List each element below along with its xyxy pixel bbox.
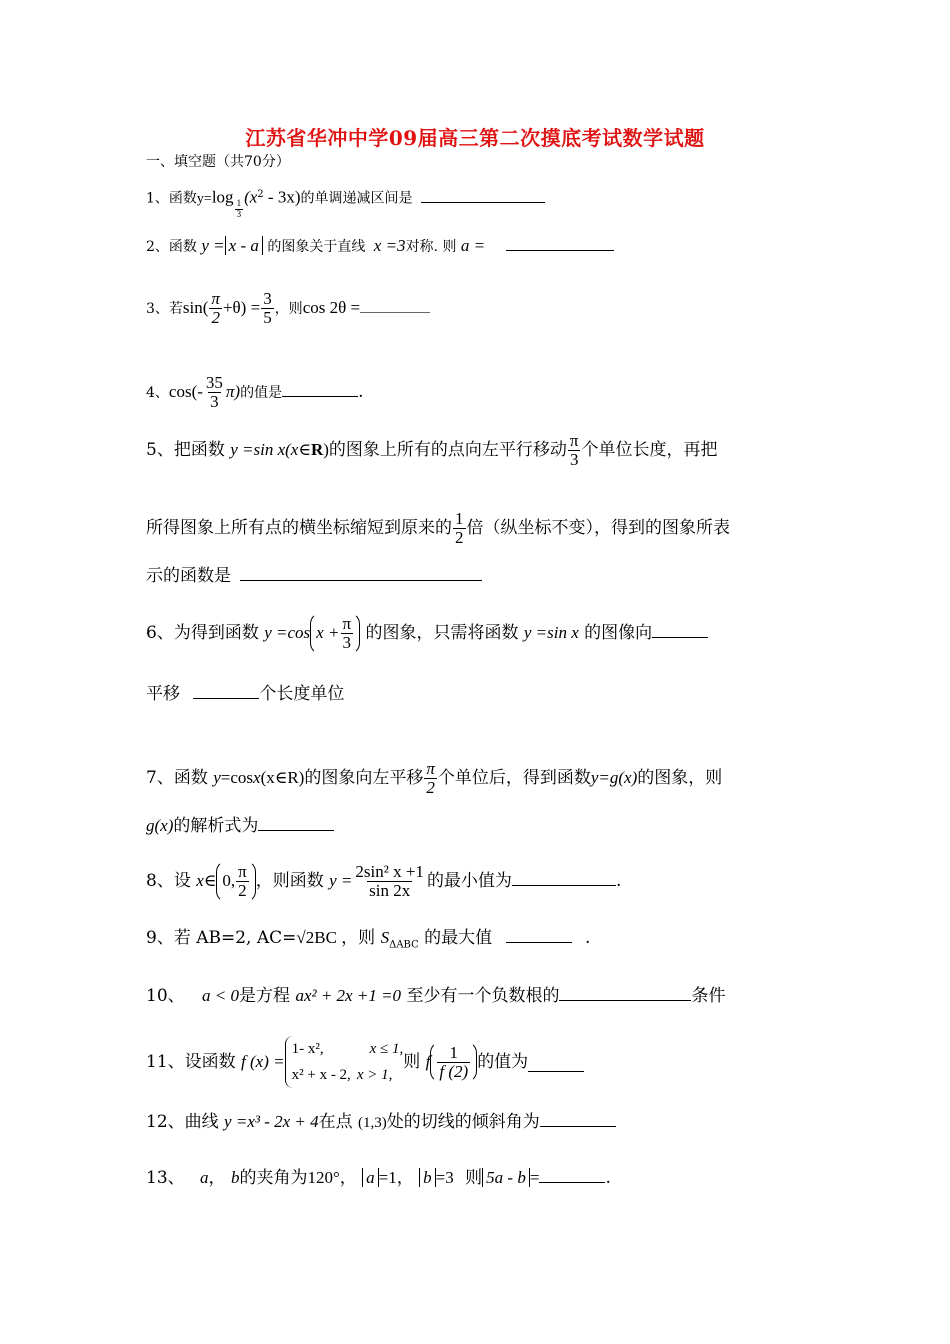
question-11: 11、设函数 f (x) = 1- x², x ≤ 1, x² + x - 2, x > 1, 则 f $\frac{1}{f (2)}$ 的值为 — [146, 1036, 830, 1096]
question-2: 2、函数 y = x - a 的图象关于直线 x =3对称. 则 a = — [146, 232, 830, 259]
answer-blank-10[interactable] — [559, 982, 691, 1001]
question-6: 6、为得到函数 y =cos x + $\frac{\pi}{3}$ 的图象，只需将函数 y =sin x 的图像向 — [146, 612, 830, 655]
answer-blank-2[interactable] — [506, 232, 614, 251]
question-3: 3、若sin( $\frac{\pi}{2}$ +θ) = $\frac{3}{5}$ ，则cos 2θ = — [146, 290, 830, 327]
answer-blank-9[interactable] — [506, 924, 572, 943]
question-6-line-2: 平移 个长度单位 — [146, 680, 830, 706]
section-heading: 一、填空题（共70分） — [146, 154, 290, 170]
question-5-line-2: 所得图象上所有点的横坐标缩短到原来的 $\frac{1}{2}$ 倍（纵坐标不变），得到的图象所表 — [146, 509, 730, 547]
answer-blank-7[interactable] — [258, 812, 334, 831]
question-1: 1、函数y=log $\frac{1}{3}$ $(x^2 - 3x)$的单调递减区间是 — [146, 183, 830, 219]
question-12: 12、曲线 y =x³ - 2x + 4在点 (1,3)处的切线的倾斜角为 — [146, 1108, 830, 1135]
question-7-line-2: g(x)的解析式为 — [146, 812, 830, 838]
question-5-line-3: 示的函数是 — [146, 562, 830, 588]
question-10: 10、 a < 0是方程 ax² + 2x +1 =0 至少有一个负数根的 条件 — [146, 982, 830, 1008]
answer-blank-13[interactable] — [539, 1164, 605, 1183]
document-title: 江苏省华冲中学09届高三第二次摸底考试数学试题 — [245, 126, 705, 150]
answer-blank-6b[interactable] — [193, 680, 259, 699]
question-5: 5、把函数 y =sin x(x∈R)的图象上所有的点向左平行移动 $\frac{\pi}{3}$ 个单位长度，再把 — [146, 431, 718, 469]
answer-blank-6a[interactable] — [652, 619, 708, 638]
question-13: 13、 a， b的夹角为120°， a =1， b =3 则 5a - b = . — [146, 1164, 830, 1190]
answer-blank-3[interactable] — [360, 294, 430, 313]
answer-blank-4[interactable] — [282, 378, 358, 397]
question-8: 8、设 x∈ 0, $\frac{\pi}{2}$ ，则函数 y = $\frac{\text{2sin² x +1}}{\sin 2x}$ 的最小值为 . — [146, 860, 830, 903]
answer-blank-5[interactable] — [240, 562, 482, 581]
question-9: 9、若 AB=2, AC=√2BC ，则 $S_{\Delta ABC}$ 的最大值 . — [146, 924, 830, 957]
question-7: 7、函数 y=cosx(x∈R)的图象向左平移 $\frac{\pi}{2}$ 个单位后，得到函数y=g(x)的图象，则 — [146, 759, 723, 797]
answer-blank-11[interactable] — [528, 1053, 584, 1072]
answer-blank-8[interactable] — [512, 867, 616, 886]
answer-blank-1[interactable] — [421, 184, 545, 203]
question-4: 4、cos(- $\frac{35}{3}$ π)的值是 . — [146, 373, 364, 411]
answer-blank-12[interactable] — [540, 1108, 616, 1127]
